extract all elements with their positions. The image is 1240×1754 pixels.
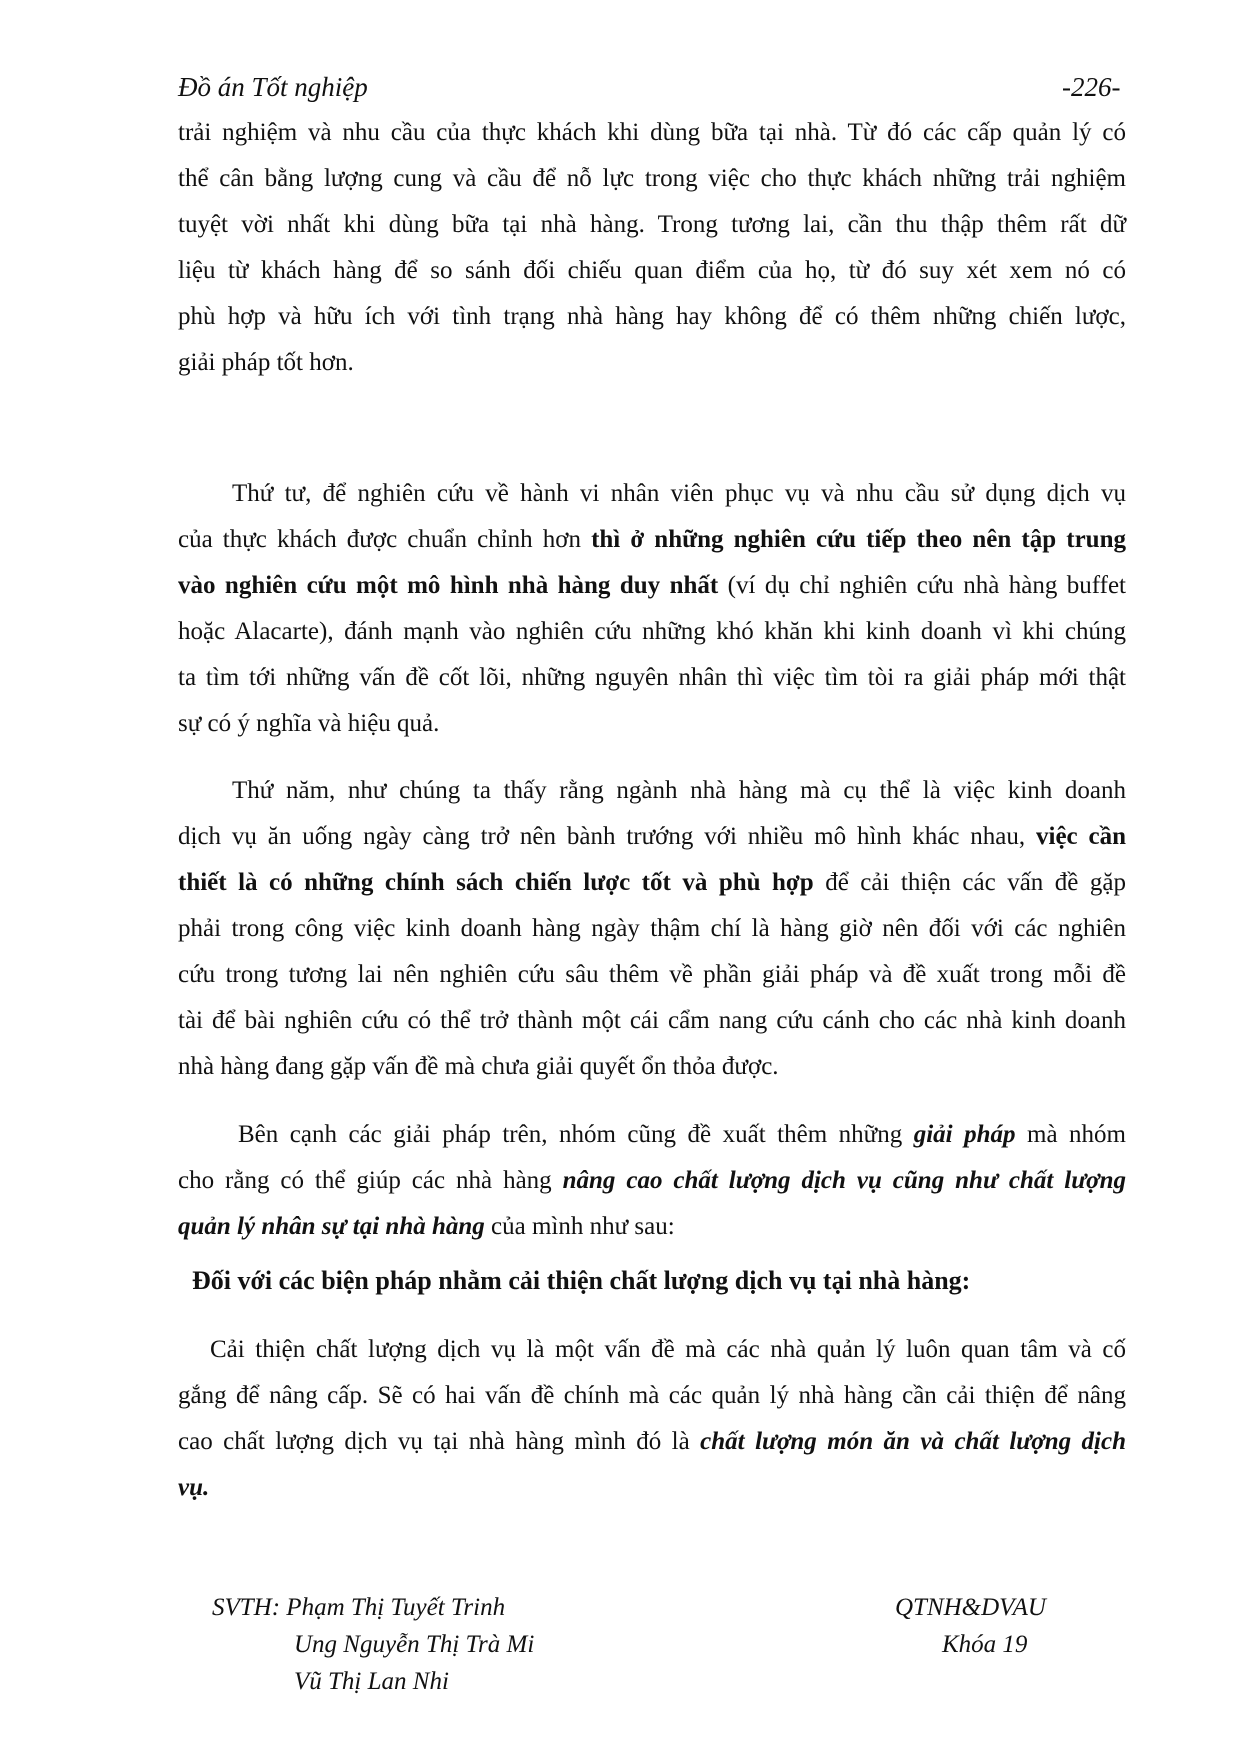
paragraph-line (178, 1465, 209, 1511)
paragraph-line (238, 1112, 1126, 1158)
paragraph-line (178, 814, 1126, 860)
page-number: -226- (1062, 72, 1121, 102)
section-heading: Đối với các biện pháp nhằm cải thiện chất lượng dịch vụ tại nhà hàng: (192, 1266, 971, 1295)
paragraph-line (178, 517, 1126, 563)
text-span: mà nhóm (1015, 1121, 1127, 1148)
document-header-title: Đồ án Tốt nghiệp (178, 72, 368, 102)
paragraph-line (178, 1204, 675, 1250)
emphasis-bold: vào nghiên cứu một mô hình nhà hàng duy nhất (178, 572, 719, 599)
emphasis-bold-italic: giải pháp (913, 1121, 1016, 1148)
paragraph-line (178, 1419, 1126, 1465)
emphasis-bold-italic: vụ. (178, 1474, 210, 1501)
emphasis-bold: thì ở những nghiên cứu tiếp theo nên tập trung (591, 526, 1126, 553)
footer-major: QTNH&DVAU (895, 1594, 1046, 1621)
emphasis-bold-italic: chất lượng món ăn và chất lượng dịch (700, 1428, 1126, 1455)
paragraph-line: Thứ năm, như chúng ta thấy rằng ngành nhà hàng mà cụ thể là việc kinh doanh (232, 777, 1126, 804)
footer-student: Ung Nguyễn Thị Trà Mi (294, 1631, 535, 1658)
paragraph-line: phải trong công việc kinh doanh hàng ngày thậm chí là hàng giờ nên đối với các nghiên (178, 915, 1126, 942)
paragraph-line: trải nghiệm và nhu cầu của thực khách khi dùng bữa tại nhà. Từ đó các cấp quản lý có (178, 119, 1126, 146)
paragraph-line: liệu từ khách hàng để so sánh đối chiếu quan điểm của họ, từ đó suy xét xem nó có (178, 257, 1126, 284)
paragraph-line: giải pháp tốt hơn. (178, 349, 354, 376)
emphasis-bold-italic: nâng cao chất lượng dịch vụ cũng như chất lượng (562, 1167, 1126, 1194)
footer-student: SVTH: Phạm Thị Tuyết Trinh (212, 1594, 506, 1621)
text-span: Bên cạnh các giải pháp trên, nhóm cũng đề xuất thêm những (238, 1121, 914, 1148)
footer-cohort: Khóa 19 (942, 1631, 1028, 1658)
text-span: của mình như sau: (484, 1213, 675, 1240)
footer-student: Vũ Thị Lan Nhi (294, 1668, 449, 1695)
paragraph-line: Thứ tư, để nghiên cứu về hành vi nhân viên phục vụ và nhu cầu sử dụng dịch vụ (232, 480, 1126, 507)
text-span: cho rằng có thể giúp các nhà hàng (178, 1167, 563, 1194)
paragraph-line: thể cân bằng lượng cung và cầu để nỗ lực trong việc cho thực khách những trải nghiệm (178, 165, 1126, 192)
paragraph-line: nhà hàng đang gặp vấn đề mà chưa giải quyết ổn thỏa được. (178, 1053, 779, 1080)
paragraph-line: hoặc Alacarte), đánh mạnh vào nghiên cứu những khó khăn khi kinh doanh vì khi chúng (178, 618, 1126, 645)
emphasis-bold: thiết là có những chính sách chiến lược tốt và phù hợp (178, 869, 814, 896)
paragraph-line: phù hợp và hữu ích với tình trạng nhà hàng hay không để có thêm những chiến lược, (178, 303, 1126, 330)
emphasis-bold: việc cần (1036, 823, 1126, 850)
text-span: cao chất lượng dịch vụ tại nhà hàng mình đó là (178, 1428, 701, 1455)
paragraph-line: tuyệt vời nhất khi dùng bữa tại nhà hàng. Trong tương lai, cần thu thập thêm rất dữ (178, 211, 1126, 238)
text-span: của thực khách được chuẩn chỉnh hơn (178, 526, 592, 553)
paragraph-line: gắng để nâng cấp. Sẽ có hai vấn đề chính mà các quản lý nhà hàng cần cải thiện để nâng (178, 1382, 1126, 1409)
paragraph-line: cứu trong tương lai nên nghiên cứu sâu thêm về phần giải pháp và đề xuất trong mỗi đề (178, 961, 1126, 988)
paragraph-line: tài để bài nghiên cứu có thể trở thành một cái cẩm nang cứu cánh cho các nhà kinh doanh (178, 1007, 1126, 1034)
text-span: (ví dụ chỉ nghiên cứu nhà hàng buffet (718, 572, 1126, 599)
paragraph-line (178, 860, 1126, 906)
paragraph-line (178, 1158, 1126, 1204)
paragraph-line: Cải thiện chất lượng dịch vụ là một vấn đề mà các nhà quản lý luôn quan tâm và cố (210, 1336, 1126, 1363)
emphasis-bold-italic: quản lý nhân sự tại nhà hàng (178, 1213, 485, 1240)
text-span: để cải thiện các vấn đề gặp (813, 869, 1126, 896)
paragraph-line (178, 563, 1126, 609)
text-span: dịch vụ ăn uống ngày càng trở nên bành trướng với nhiều mô hình khác nhau, (178, 823, 1036, 850)
paragraph-line: sự có ý nghĩa và hiệu quả. (178, 710, 440, 737)
paragraph-line: ta tìm tới những vấn đề cốt lõi, những nguyên nhân thì việc tìm tòi ra giải pháp mới thật (178, 664, 1126, 691)
